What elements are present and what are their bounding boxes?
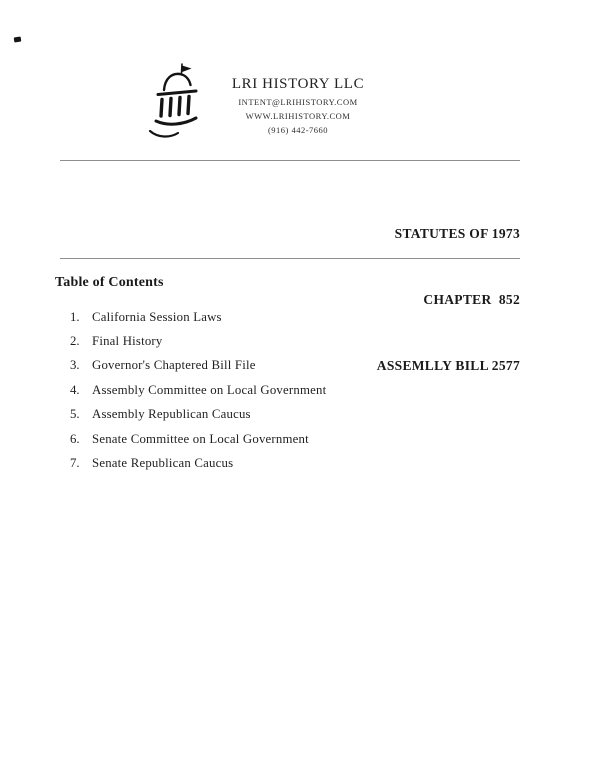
company-email: INTENT@LRIHISTORY.COM <box>238 97 358 107</box>
document-title-block <box>377 179 520 421</box>
company-phone: (916) 442-7660 <box>267 125 329 135</box>
toc-item-number: 4. <box>70 382 80 397</box>
statutes-line: STATUTES OF 1973 <box>394 226 520 241</box>
toc-item-label: Governor's Chaptered Bill File <box>92 358 256 373</box>
chapter-line: CHAPTER 852 <box>423 292 520 307</box>
divider-bottom <box>60 258 520 259</box>
toc-title: Table of Contents <box>55 275 164 290</box>
toc-item-number: 6. <box>70 431 80 446</box>
toc-item-number: 1. <box>70 309 80 324</box>
capitol-building-sketch-icon <box>146 58 208 144</box>
toc-item-number: 7. <box>70 456 80 471</box>
toc-item-label: Senate Republican Caucus <box>92 456 234 471</box>
toc-item-label: Assembly Republican Caucus <box>92 407 251 422</box>
bill-line: ASSEMLLY BILL 2577 <box>376 358 520 373</box>
toc-item <box>70 403 326 427</box>
toc-list <box>70 305 326 476</box>
toc-item <box>70 305 326 329</box>
toc-item-label: Senate Committee on Local Government <box>92 431 309 446</box>
company-website: WWW.LRIHISTORY.COM <box>245 111 351 121</box>
toc-item <box>70 329 326 353</box>
company-name: LRI HISTORY LLC <box>231 76 365 92</box>
scan-artifact <box>14 37 22 43</box>
toc-item <box>70 354 326 378</box>
toc-item-number: 3. <box>70 358 80 373</box>
toc-item-number: 5. <box>70 407 80 422</box>
letterhead <box>210 76 386 135</box>
toc-item-number: 2. <box>70 334 80 349</box>
toc-item <box>70 427 326 451</box>
toc-item <box>70 451 326 475</box>
toc-item-label: Final History <box>92 334 163 349</box>
toc-item-label: Assembly Committee on Local Government <box>92 382 327 397</box>
divider-top <box>60 160 520 161</box>
toc-item <box>70 378 326 402</box>
toc-item-label: California Session Laws <box>92 309 222 324</box>
